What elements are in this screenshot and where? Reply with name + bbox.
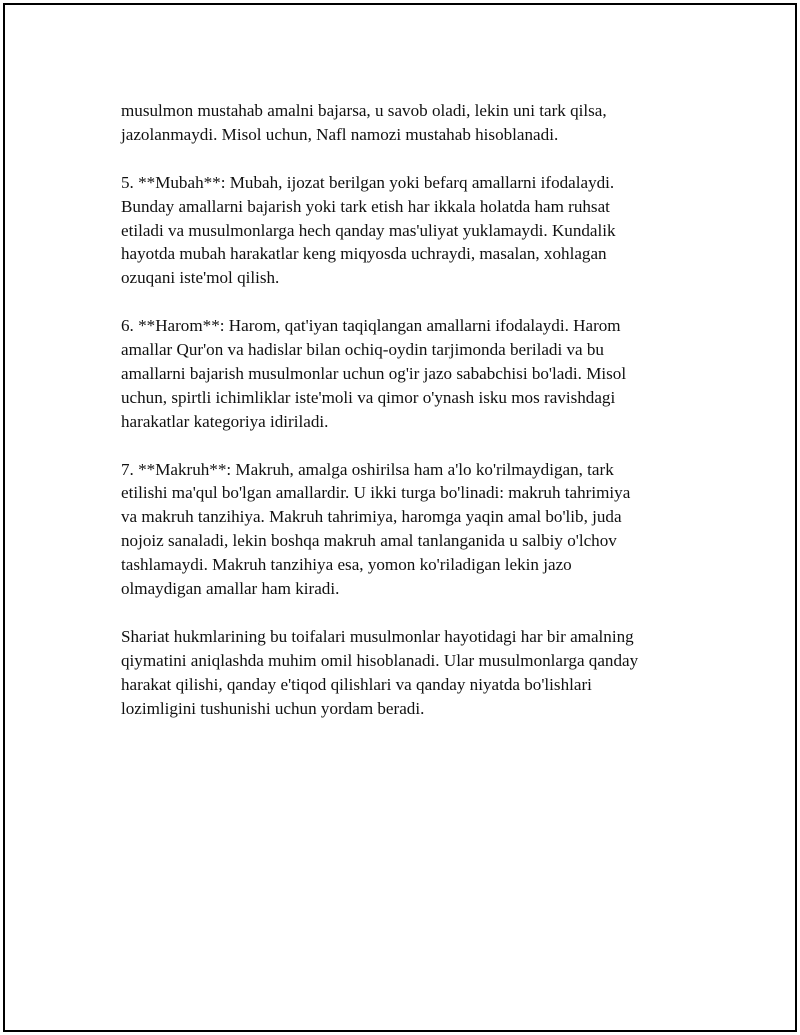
text-line: lozimligini tushunishi uchun yordam beradi.	[121, 698, 425, 718]
text-line: etiladi va musulmonlarga hech qanday mas'uliyat yuklamaydi. Kundalik	[121, 220, 616, 240]
text-line: qiymatini aniqlashda muhim omil hisoblanadi. Ular musulmonlarga qanday	[121, 650, 639, 670]
paragraph-harom	[121, 314, 696, 434]
text-line: harakat qilishi, qanday e'tiqod qilishlari va qanday niyatda bo'lishlari	[121, 674, 592, 694]
text-line: 6. **Harom**: Harom, qat'iyan taqiqlangan amallarni ifodalaydi. Harom	[121, 316, 621, 336]
text-line: tashlamaydi. Makruh tanzihiya esa, yomon ko'riladigan lekin jazo	[121, 555, 572, 575]
text-line: olmaydigan amallar ham kiradi.	[121, 579, 340, 599]
text-line: amallarni bajarish musulmonlar uchun og'ir jazo sababchisi bo'ladi. Misol	[121, 363, 627, 383]
text-line: 5. **Mubah**: Mubah, ijozat berilgan yoki befarq amallarni ifodalaydi.	[121, 172, 615, 192]
text-line: nojoiz sanaladi, lekin boshqa makruh amal tanlanganida u salbiy o'lchov	[121, 531, 617, 551]
text-line: va makruh tanzihiya. Makruh tahrimiya, haromga yaqin amal bo'lib, juda	[121, 507, 622, 527]
text-line: uchun, spirtli ichimliklar iste'moli va qimor o'ynash isku mos ravishdagi	[121, 387, 616, 407]
text-line: harakatlar kategoriya idiriladi.	[121, 411, 329, 431]
text-line: musulmon mustahab amalni bajarsa, u savob oladi, lekin uni tark qilsa,	[121, 101, 607, 120]
paragraph-makruh	[121, 458, 696, 601]
text-line: etilishi ma'qul bo'lgan amallardir. U ikki turga bo'linadi: makruh tahrimiya	[121, 483, 631, 503]
text-line: jazolanmaydi. Misol uchun, Nafl namozi mustahab hisoblanadi.	[121, 124, 559, 144]
text-line: hayotda mubah harakatlar keng miqyosda uchraydi, masalan, xohlagan	[121, 244, 607, 264]
text-line: 7. **Makruh**: Makruh, amalga oshirilsa ham a'lo ko'rilmaydigan, tark	[121, 459, 614, 479]
document-body	[121, 99, 696, 744]
paragraph-conclusion	[121, 625, 696, 721]
text-line: ozuqani iste'mol qilish.	[121, 268, 280, 288]
page-frame	[3, 3, 797, 1032]
paragraph-mubah	[121, 171, 696, 291]
text-line: Shariat hukmlarining bu toifalari musulmonlar hayotidagi har bir amalning	[121, 626, 634, 646]
text-line: Bunday amallarni bajarish yoki tark etish har ikkala holatda ham ruhsat	[121, 196, 610, 216]
paragraph-mustahab-continued	[121, 99, 696, 147]
text-line: amallar Qur'on va hadislar bilan ochiq-oydin tarjimonda beriladi va bu	[121, 340, 604, 360]
